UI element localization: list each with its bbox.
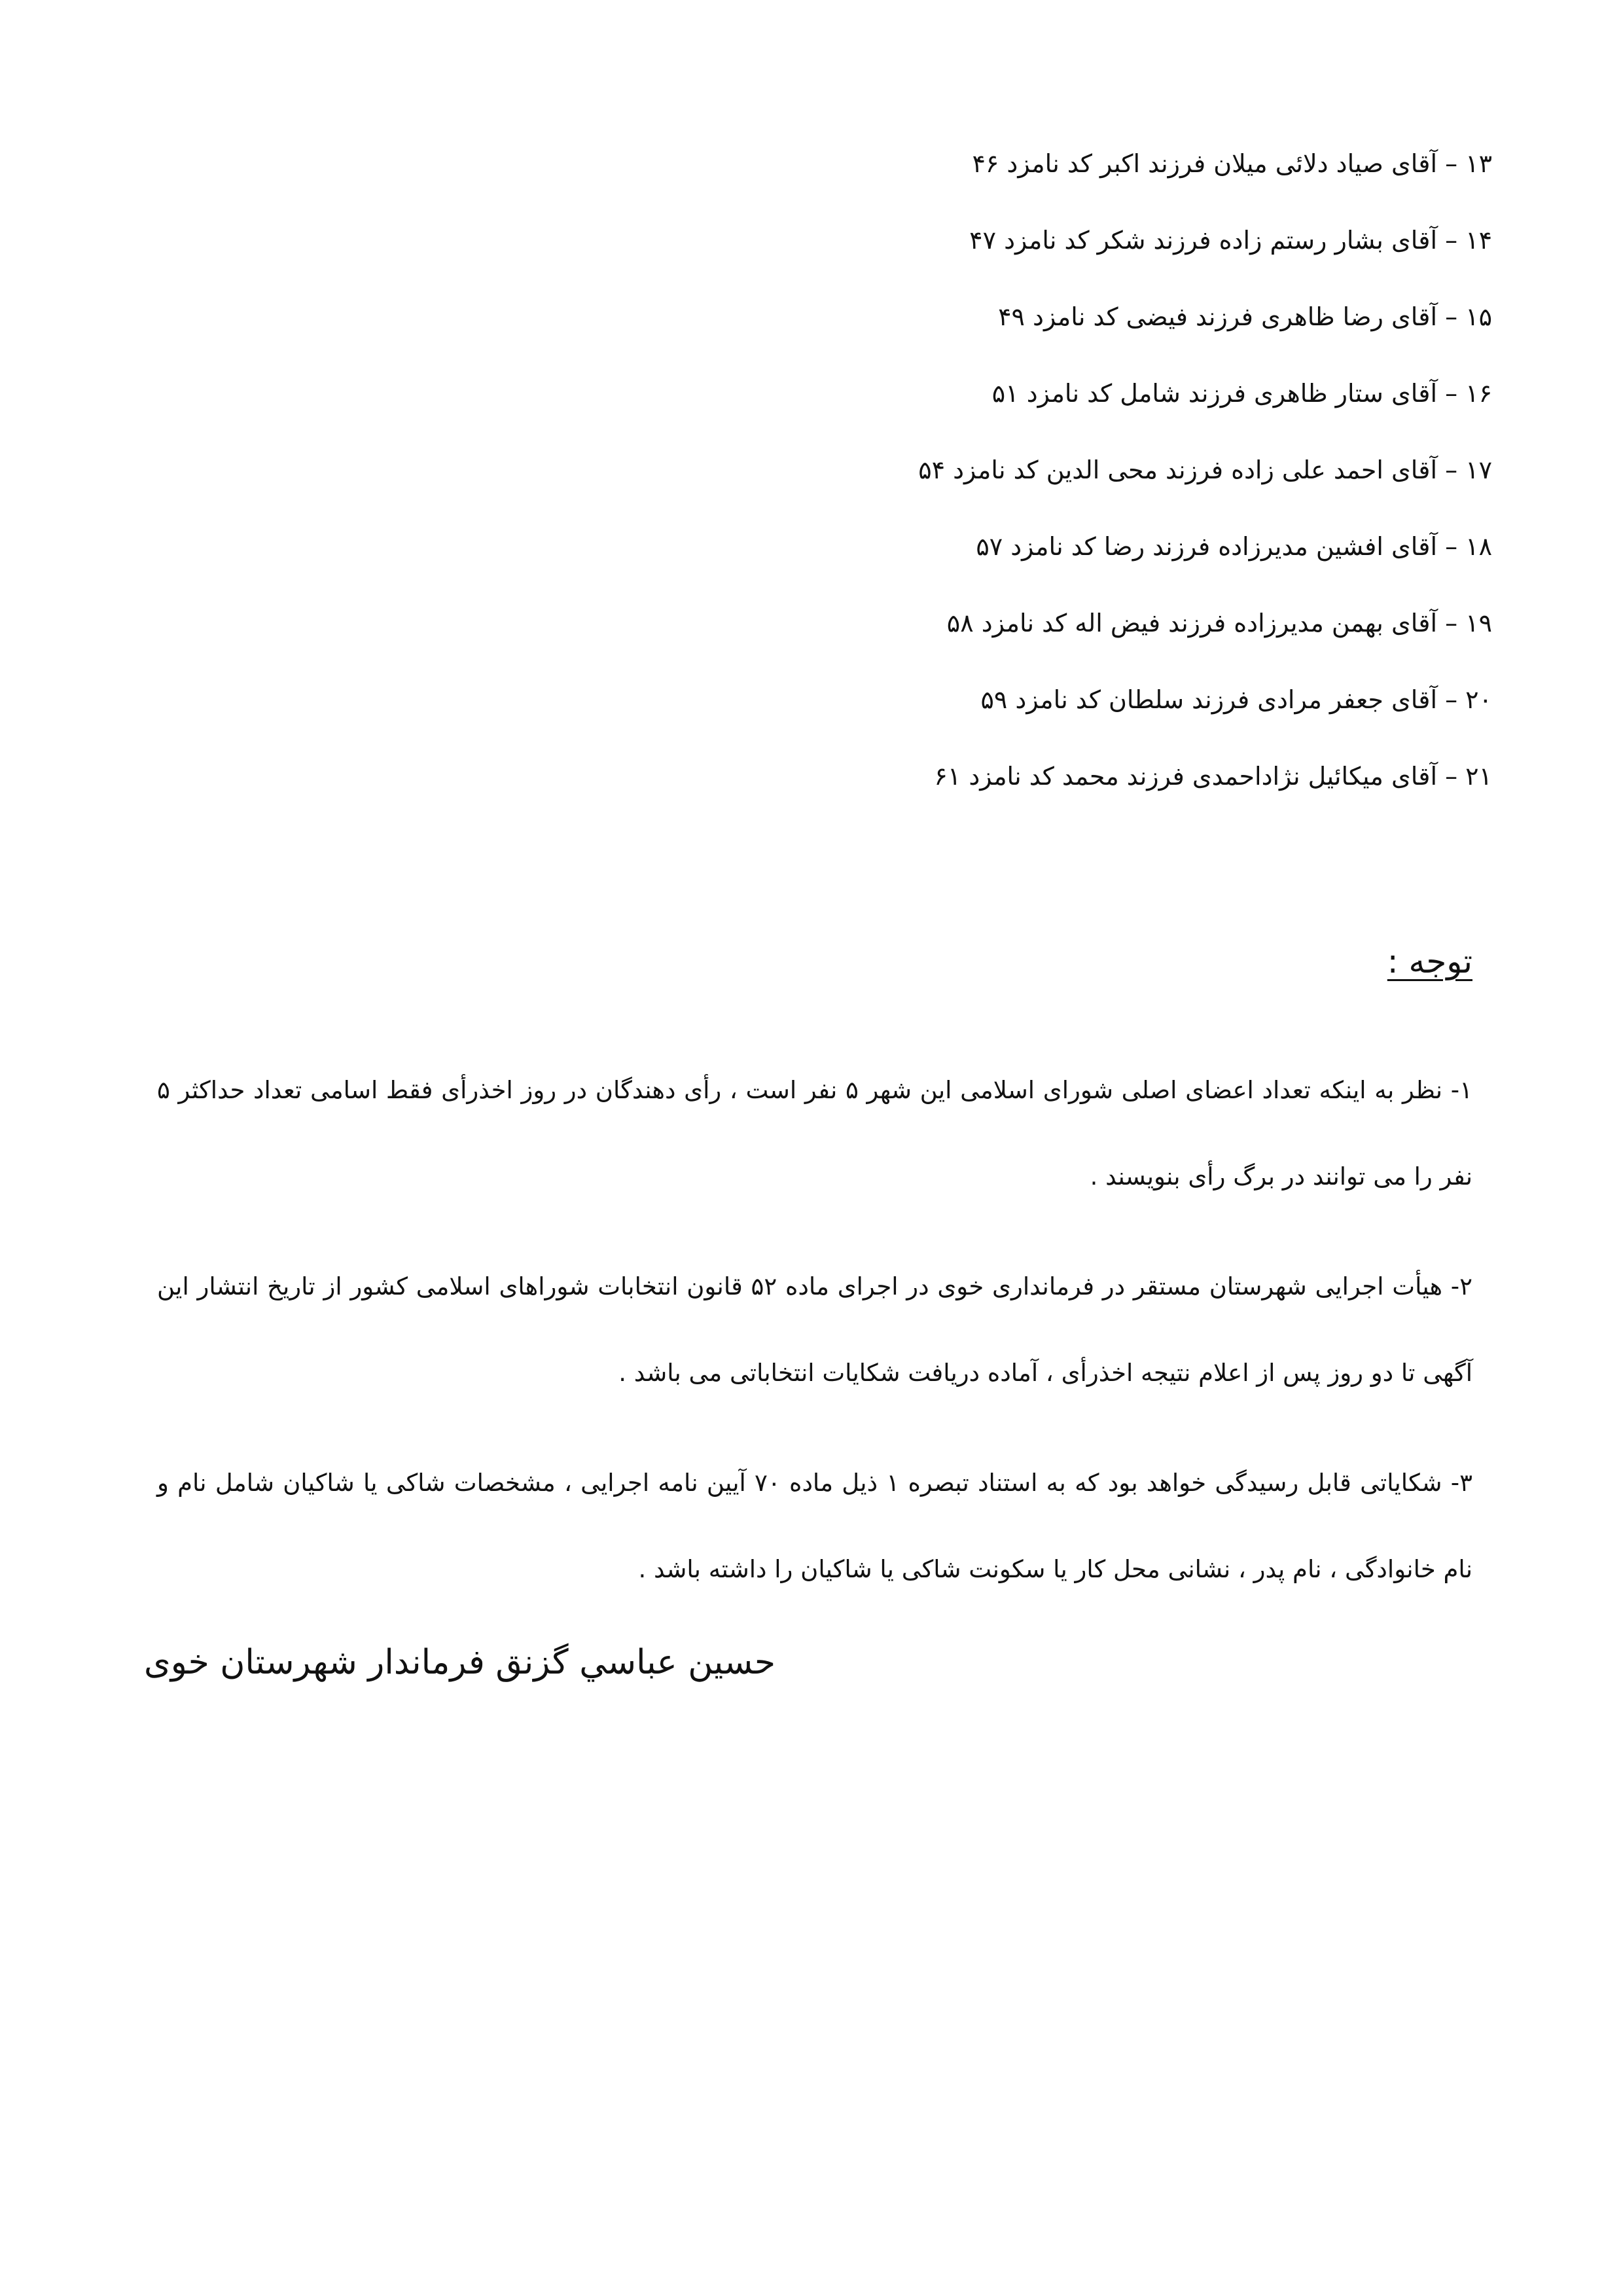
candidate-entry: ۱۷ – آقای احمد علی زاده فرزند محی الدین کد نامزد ۵۴ <box>918 456 1492 484</box>
note-paragraph: ۳- شکایاتی قابل رسیدگی خواهد بود که به استناد تبصره ۱ ذیل ماده ۷۰ آیین نامه اجرایی ، مشخصات شاکی یا شاکیان شامل نام و نام خانوادگی ، نام پدر ، نشانی محل کار یا سکونت شاکی یا شاکیان را داشته باشد . <box>157 1469 1472 1583</box>
candidate-entry: ۱۴ – آقای بشار رستم زاده فرزند شکر کد نامزد ۴۷ <box>969 226 1492 255</box>
note-heading: توجه : <box>1387 942 1472 980</box>
signature-line: حسين عباسي گزنق فرماندار شهرستان خوی <box>144 1643 776 1682</box>
candidate-entry: ۱۸ – آقای افشین مدیرزاده فرزند رضا کد نامزد ۵۷ <box>976 532 1492 561</box>
candidate-entry: ۱۹ – آقای بهمن مدیرزاده فرزند فیض اله کد نامزد ۵۸ <box>946 609 1492 637</box>
candidate-entry: ۲۰ – آقای جعفر مرادی فرزند سلطان کد نامزد ۵۹ <box>980 685 1492 714</box>
candidate-entry: ۱۶ – آقای ستار ظاهری فرزند شامل کد نامزد ۵۱ <box>991 379 1492 408</box>
notes-section <box>157 1047 1472 1636</box>
candidate-list <box>576 126 1492 815</box>
candidate-entry: ۲۱ – آقای میکائیل نژاداحمدی فرزند محمد کد نامزد ۶۱ <box>934 762 1492 791</box>
candidate-entry: ۱۵ – آقای رضا ظاهری فرزند فیضی کد نامزد ۴۹ <box>998 302 1492 331</box>
note-paragraph: ۱- نظر به اینکه تعداد اعضای اصلی شورای اسلامی این شهر ۵ نفر است ، رأی دهندگان در روز اخذرأی فقط اسامی تعداد حداکثر ۵ نفر را می توانند در برگ رأی بنویسند . <box>157 1076 1472 1191</box>
candidate-entry: ۱۳ – آقای صیاد دلائی میلان فرزند اکبر کد نامزد ۴۶ <box>972 149 1492 178</box>
note-paragraph: ۲- هیأت اجرایی شهرستان مستقر در فرمانداری خوی در اجرای ماده ۵۲ قانون انتخابات شوراهای اسلامی کشور از تاریخ انتشار این آگهی تا دو روز پس از اعلام نتیجه اخذرأی ، آماده دریافت شکایات انتخاباتی می باشد . <box>157 1272 1472 1387</box>
